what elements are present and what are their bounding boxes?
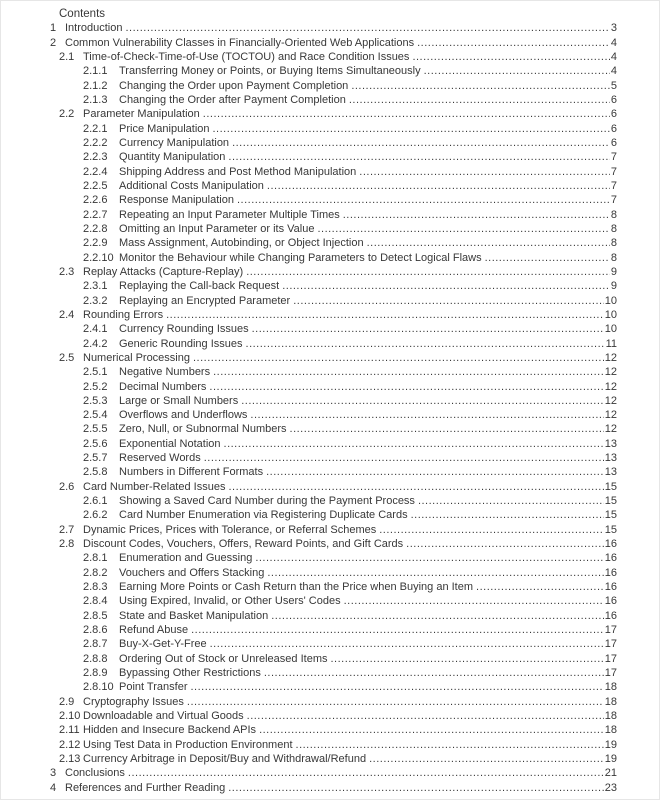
toc-entry-page: 16 [604, 566, 617, 579]
toc-entry-number: 2.8.10 [83, 681, 114, 694]
toc-entry[interactable] [50, 222, 617, 236]
toc-entry-page: 12 [604, 423, 617, 436]
toc-entry-title: Mass Assignment, Autobinding, or Object Injection [119, 237, 364, 250]
toc-entry-title: Numerical Processing [83, 351, 190, 364]
toc-entry-number: 2.13 [59, 753, 81, 766]
dot-leader [343, 208, 610, 222]
toc-entry-title: State and Basket Manipulation [119, 609, 269, 622]
toc-entry-page: 15 [604, 523, 617, 536]
toc-entry[interactable] [50, 695, 617, 709]
dot-leader [411, 508, 604, 522]
toc-entry-page: 8 [610, 208, 617, 221]
toc-entry-title: Monitor the Behaviour while Changing Parameters to Detect Logical Flaws [119, 251, 482, 264]
toc-entry[interactable] [50, 179, 617, 193]
toc-entry-page: 18 [604, 710, 617, 723]
toc-entry-title: Price Manipulation [119, 122, 210, 135]
dot-leader [412, 50, 609, 64]
toc-entry-page: 16 [604, 552, 617, 565]
toc-entry-number: 2.5.1 [83, 366, 108, 379]
toc-entry-page: 17 [604, 624, 617, 637]
toc-entry-number: 2.8.7 [83, 638, 108, 651]
toc-entry-page: 7 [610, 194, 617, 207]
toc-entry[interactable] [50, 21, 617, 35]
toc-entry[interactable] [50, 351, 617, 365]
toc-entry-number: 2.5.5 [83, 423, 108, 436]
toc-entry-page: 15 [604, 509, 617, 522]
toc-entry[interactable] [50, 294, 617, 308]
toc-entry-number: 2.10 [59, 710, 81, 723]
toc-entry[interactable] [50, 465, 617, 479]
toc-entry-page: 9 [610, 265, 617, 278]
toc-entry[interactable] [50, 480, 617, 494]
toc-entry-number: 1 [50, 22, 57, 35]
toc-entry-number: 2 [50, 36, 57, 49]
toc-entry-page: 7 [610, 151, 617, 164]
dot-leader [290, 422, 604, 436]
toc-entry[interactable] [50, 437, 617, 451]
toc-entry[interactable] [50, 79, 617, 93]
toc-entry-number: 2.5.7 [83, 452, 108, 465]
toc-entry-number: 2.9 [59, 695, 75, 708]
toc-entry[interactable] [50, 122, 617, 136]
toc-entry-number: 2.8.6 [83, 624, 108, 637]
toc-entry-page: 23 [604, 781, 617, 794]
toc-entry-page: 4 [610, 65, 617, 78]
toc-entry-page: 19 [604, 753, 617, 766]
toc-entry[interactable] [50, 236, 617, 250]
toc-entry[interactable] [50, 408, 617, 422]
toc-entry-title: Negative Numbers [119, 366, 211, 379]
toc-entry[interactable] [50, 451, 617, 465]
toc-entry-page: 13 [604, 437, 617, 450]
toc-entry-title: Downloadable and Virtual Goods [83, 710, 244, 723]
toc-entry-title: Enumeration and Guessing [119, 552, 253, 565]
toc-entry-title: Overflows and Underflows [119, 409, 248, 422]
dot-leader [359, 165, 610, 179]
toc-entry-title: Showing a Saved Card Number during the Payment Process [119, 495, 415, 508]
toc-entry[interactable] [50, 337, 617, 351]
toc-entry-number: 2.8.5 [83, 609, 108, 622]
toc-entry-page: 11 [605, 337, 617, 350]
toc-entry-page: 12 [604, 351, 617, 364]
toc-entry-title: Response Manipulation [119, 194, 234, 207]
toc-entry-page: 6 [610, 108, 617, 121]
toc-entry[interactable] [50, 752, 617, 766]
toc-entry-page: 4 [610, 50, 617, 63]
dot-leader [190, 680, 603, 694]
dot-leader [369, 752, 604, 766]
toc-entry-number: 2.1.2 [83, 79, 108, 92]
toc-entry-page: 6 [610, 93, 617, 106]
toc-entry-number: 2.4 [59, 308, 75, 321]
toc-entry-number: 2.4.1 [83, 323, 108, 336]
toc-entry-page: 15 [604, 480, 617, 493]
toc-entry-page: 17 [604, 667, 617, 680]
dot-leader [264, 666, 604, 680]
toc-entry-page: 12 [604, 409, 617, 422]
toc-entry-title: Additional Costs Manipulation [119, 179, 264, 192]
toc-entry[interactable] [50, 523, 617, 537]
toc-entry-page: 12 [604, 380, 617, 393]
toc-entry-number: 2.8.4 [83, 595, 108, 608]
dot-leader [349, 93, 610, 107]
toc-entry-title: Replaying an Encrypted Parameter [119, 294, 291, 307]
dot-leader [187, 695, 604, 709]
toc-entry-number: 2.2.4 [83, 165, 108, 178]
toc-entry-number: 2.2.3 [83, 151, 108, 164]
toc-entry-number: 2.5.2 [83, 380, 108, 393]
toc-entry-title: Currency Rounding Issues [119, 323, 249, 336]
toc-entry[interactable] [50, 723, 617, 737]
toc-entry-number: 2.6 [59, 480, 75, 493]
dot-leader [367, 236, 610, 250]
dot-leader [128, 766, 604, 780]
toc-entry-title: Parameter Manipulation [83, 108, 200, 121]
toc-entry-number: 2.5.6 [83, 437, 108, 450]
toc-entry[interactable] [50, 508, 617, 522]
toc-entry-page: 16 [604, 581, 617, 594]
dot-leader [228, 781, 604, 795]
toc-entry[interactable] [50, 308, 617, 322]
toc-entry-number: 2.1.3 [83, 93, 108, 106]
toc-entry-title: Quantity Manipulation [119, 151, 226, 164]
toc-entry-page: 18 [604, 681, 617, 694]
toc-entry-number: 2.1 [59, 50, 75, 63]
toc-entry[interactable] [50, 594, 617, 608]
toc-entry-title: Replay Attacks (Capture-Replay) [83, 265, 244, 278]
toc-entry-title: Using Expired, Invalid, or Other Users' Codes [119, 595, 341, 608]
toc-entry[interactable] [50, 165, 617, 179]
toc-list [50, 21, 617, 795]
toc-entry-title: Time-of-Check-Time-of-Use (TOCTOU) and Race Condition Issues [83, 50, 410, 63]
dot-leader [213, 365, 604, 379]
dot-leader [204, 451, 604, 465]
dot-leader [485, 251, 610, 265]
toc-entry-number: 2.2.6 [83, 194, 108, 207]
toc-entry-title: Reserved Words [119, 452, 201, 465]
toc-entry-number: 2.2.1 [83, 122, 108, 135]
toc-entry-number: 2.4.2 [83, 337, 108, 350]
toc-entry-number: 2.8.1 [83, 552, 108, 565]
toc-entry[interactable] [50, 365, 617, 379]
toc-entry[interactable] [50, 652, 617, 666]
dot-leader [228, 480, 603, 494]
toc-entry-title: Changing the Order after Payment Completion [119, 93, 346, 106]
toc-entry-number: 2.5.8 [83, 466, 108, 479]
toc-entry[interactable] [50, 781, 617, 795]
dot-leader [267, 566, 603, 580]
toc-entry-page: 16 [604, 609, 617, 622]
dot-leader [166, 308, 604, 322]
toc-entry-number: 2.2.9 [83, 237, 108, 250]
toc-entry-page: 16 [604, 538, 617, 551]
dot-leader [317, 222, 609, 236]
toc-entry-page: 12 [604, 394, 617, 407]
toc-entry-title: Discount Codes, Vouchers, Offers, Reward Points, and Gift Cards [83, 538, 404, 551]
dot-leader [282, 279, 610, 293]
toc-entry-number: 2.6.2 [83, 509, 108, 522]
toc-entry-number: 2.8.3 [83, 581, 108, 594]
dot-leader [246, 337, 605, 351]
toc-entry-title: Point Transfer [119, 681, 188, 694]
toc-entry-title: Omitting an Input Parameter or its Value [119, 222, 315, 235]
toc-entry-page: 6 [610, 136, 617, 149]
toc-entry-title: Repeating an Input Parameter Multiple Times [119, 208, 340, 221]
toc-entry[interactable] [50, 380, 617, 394]
toc-entry[interactable] [50, 394, 617, 408]
toc-entry[interactable] [50, 637, 617, 651]
toc-entry-page: 8 [610, 222, 617, 235]
toc-entry-title: Decimal Numbers [119, 380, 207, 393]
toc-entry-page: 5 [610, 79, 617, 92]
toc-entry[interactable] [50, 193, 617, 207]
toc-entry-page: 6 [610, 122, 617, 135]
toc-entry[interactable] [50, 666, 617, 680]
toc-entry-number: 2.6.1 [83, 495, 108, 508]
toc-entry-number: 2.12 [59, 738, 81, 751]
toc-entry-number: 2.2.7 [83, 208, 108, 221]
contents-heading: Contents [59, 8, 106, 20]
toc-entry-title: Shipping Address and Post Method Manipulation [119, 165, 357, 178]
dot-leader [246, 265, 610, 279]
toc-entry-number: 2.1.1 [83, 65, 108, 78]
toc-entry-page: 18 [604, 695, 617, 708]
toc-entry-number: 2.5.4 [83, 409, 108, 422]
toc-entry-page: 17 [604, 652, 617, 665]
toc-entry-page: 7 [610, 179, 617, 192]
toc-entry-number: 2.8.8 [83, 652, 108, 665]
toc-entry[interactable] [50, 709, 617, 723]
toc-entry-title: Refund Abuse [119, 624, 189, 637]
toc-entry-title: Earning More Points or Cash Return than the Price when Buying an Item [119, 581, 474, 594]
dot-leader [228, 150, 609, 164]
toc-entry-title: Currency Arbitrage in Deposit/Buy and Withdrawal/Refund [83, 753, 367, 766]
toc-entry[interactable] [50, 50, 617, 64]
toc-entry[interactable] [50, 64, 617, 78]
dot-leader [293, 294, 604, 308]
dot-leader [203, 107, 610, 121]
toc-entry-title: Dynamic Prices, Prices with Tolerance, or Referral Schemes [83, 523, 377, 536]
toc-entry-title: Card Number-Related Issues [83, 480, 226, 493]
toc-entry[interactable] [50, 623, 617, 637]
toc-entry[interactable] [50, 422, 617, 436]
toc-entry-title: Card Number Enumeration via Registering Duplicate Cards [119, 509, 408, 522]
toc-entry-number: 2.2.2 [83, 136, 108, 149]
toc-entry[interactable] [50, 680, 617, 694]
dot-leader [232, 136, 610, 150]
dot-leader [224, 437, 604, 451]
dot-leader [267, 179, 610, 193]
toc-entry-title: Bypassing Other Restrictions [119, 667, 261, 680]
toc-entry-title: Vouchers and Offers Stacking [119, 566, 265, 579]
toc-entry-number: 2.2 [59, 108, 75, 121]
dot-leader [424, 64, 610, 78]
toc-entry-page: 3 [610, 22, 617, 35]
toc-entry-page: 18 [604, 724, 617, 737]
toc-entry-title: Generic Rounding Issues [119, 337, 243, 350]
dot-leader [255, 551, 603, 565]
toc-entry-number: 2.2.5 [83, 179, 108, 192]
toc-entry-number: 2.3.2 [83, 294, 108, 307]
toc-entry-page: 13 [604, 452, 617, 465]
toc-entry-number: 3 [50, 767, 57, 780]
toc-entry[interactable] [50, 36, 617, 50]
dot-leader [247, 709, 604, 723]
toc-entry[interactable] [50, 537, 617, 551]
dot-leader [330, 652, 603, 666]
toc-entry[interactable] [50, 279, 617, 293]
toc-entry-title: Hidden and Insecure Backend APIs [83, 724, 257, 737]
toc-entry-number: 2.5 [59, 351, 75, 364]
toc-entry-title: Rounding Errors [83, 308, 164, 321]
toc-entry-number: 2.5.3 [83, 394, 108, 407]
toc-entry-number: 2.2.8 [83, 222, 108, 235]
toc-entry-number: 2.3.1 [83, 280, 108, 293]
toc-entry-page: 21 [604, 767, 617, 780]
toc-entry-title: Introduction [65, 22, 123, 35]
toc-entry-page: 15 [604, 495, 617, 508]
toc-entry[interactable] [50, 580, 617, 594]
toc-entry[interactable] [50, 150, 617, 164]
toc-entry[interactable] [50, 551, 617, 565]
dot-leader [418, 494, 604, 508]
toc-entry-title: Common Vulnerability Classes in Financially-Oriented Web Applications [65, 36, 415, 49]
table-of-contents [50, 7, 617, 795]
dot-leader [351, 79, 610, 93]
toc-entry-number: 2.8.2 [83, 566, 108, 579]
dot-leader [213, 122, 610, 136]
toc-entry[interactable] [50, 208, 617, 222]
toc-entry-page: 4 [610, 36, 617, 49]
dot-leader [379, 523, 604, 537]
dot-leader [266, 465, 604, 479]
toc-entry-title: Large or Small Numbers [119, 394, 239, 407]
toc-entry-number: 2.8.9 [83, 667, 108, 680]
dot-leader [193, 351, 604, 365]
dot-leader [237, 193, 610, 207]
toc-entry-title: Exponential Notation [119, 437, 221, 450]
toc-entry[interactable] [50, 766, 617, 780]
toc-entry-page: 13 [604, 466, 617, 479]
toc-entry-title: Buy-X-Get-Y-Free [119, 638, 207, 651]
toc-entry-number: 2.8 [59, 538, 75, 551]
toc-entry-page: 19 [604, 738, 617, 751]
toc-entry[interactable] [50, 265, 617, 279]
toc-entry-title: Ordering Out of Stock or Unreleased Items [119, 652, 328, 665]
toc-entry[interactable] [50, 107, 617, 121]
toc-entry-title: Using Test Data in Production Environment [83, 738, 293, 751]
toc-entry[interactable] [50, 93, 617, 107]
dot-leader [296, 738, 604, 752]
dot-leader [417, 36, 610, 50]
dot-leader [191, 623, 604, 637]
toc-entry-page: 9 [610, 280, 617, 293]
toc-entry-title: Replaying the Call-back Request [119, 280, 280, 293]
toc-entry[interactable] [50, 609, 617, 623]
toc-entry-page: 12 [604, 366, 617, 379]
toc-entry-title: References and Further Reading [65, 781, 226, 794]
toc-entry-number: 4 [50, 781, 57, 794]
toc-entry-title: Changing the Order upon Payment Completion [119, 79, 349, 92]
toc-entry[interactable] [50, 136, 617, 150]
toc-entry-number: 2.2.10 [83, 251, 114, 264]
toc-entry-title: Numbers in Different Formats [119, 466, 264, 479]
dot-leader [406, 537, 604, 551]
toc-entry-title: Zero, Null, or Subnormal Numbers [119, 423, 287, 436]
dot-leader [210, 637, 604, 651]
toc-entry-page: 17 [604, 638, 617, 651]
toc-entry-page: 16 [604, 595, 617, 608]
dot-leader [209, 380, 603, 394]
dot-leader [252, 322, 604, 336]
toc-entry[interactable] [50, 566, 617, 580]
toc-entry-page: 10 [604, 294, 617, 307]
dot-leader [476, 580, 604, 594]
dot-leader [271, 609, 604, 623]
toc-entry[interactable] [50, 738, 617, 752]
toc-entry-number: 2.7 [59, 523, 75, 536]
dot-leader [125, 21, 609, 35]
toc-entry-page: 10 [604, 323, 617, 336]
toc-entry[interactable] [50, 494, 617, 508]
dot-leader [241, 394, 604, 408]
toc-entry-number: 2.11 [59, 724, 80, 737]
toc-entry[interactable] [50, 322, 617, 336]
dot-leader [250, 408, 603, 422]
toc-entry-page: 10 [604, 308, 617, 321]
toc-entry-page: 8 [610, 251, 617, 264]
toc-entry-title: Transferring Money or Points, or Buying Items Simultaneously [119, 65, 421, 78]
toc-entry-title: Currency Manipulation [119, 136, 230, 149]
toc-entry-title: Conclusions [65, 767, 125, 780]
toc-entry-page: 8 [610, 237, 617, 250]
toc-entry-title: Cryptography Issues [83, 695, 184, 708]
toc-entry-number: 2.3 [59, 265, 75, 278]
dot-leader [259, 723, 604, 737]
dot-leader [344, 594, 604, 608]
toc-entry-page: 7 [610, 165, 617, 178]
toc-entry[interactable] [50, 251, 617, 265]
